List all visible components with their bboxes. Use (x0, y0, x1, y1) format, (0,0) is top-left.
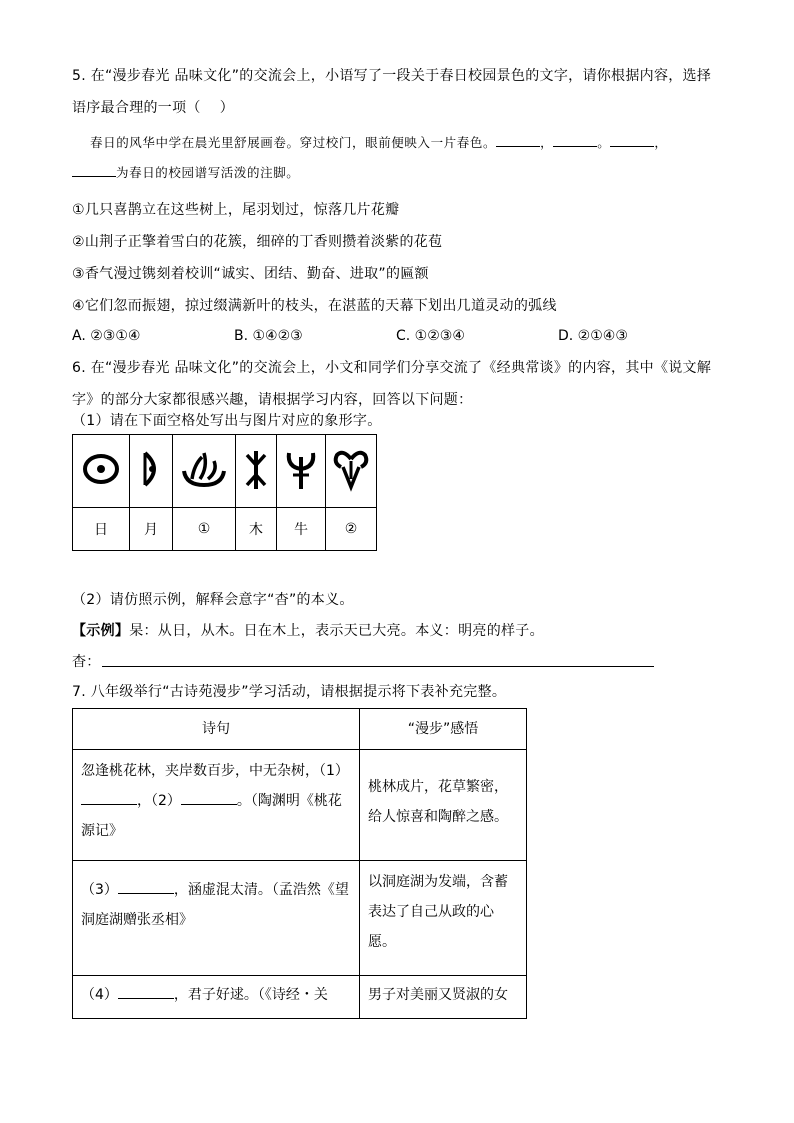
q5-item-4: ④它们忽而振翅，掠过缀满新叶的枝头，在湛蓝的天幕下划出几道灵动的弧线 (72, 298, 557, 314)
q6-stem-line2: 字》的部分大家都很感兴趣，请根据学习内容，回答以下问题： (72, 392, 473, 408)
poem-line (81, 786, 351, 816)
insight-line: 表达了自己从政的心 (368, 904, 494, 920)
poem-line: 忽逢桃花林，夹岸数百步，中无杂树，（1） (81, 763, 349, 779)
q5-option-c[interactable]: C. ①②③④ (396, 328, 465, 344)
answer-cell[interactable]: ② (326, 508, 377, 551)
char-cell: 牛 (277, 508, 326, 551)
insight-cell-3 (360, 976, 527, 1019)
poem-text: ，君子好逑。（《诗经・关 (173, 987, 328, 1003)
insight-line: 桃林成片，花草繁密， (368, 779, 508, 795)
punct: ， (654, 135, 668, 150)
answer-cell[interactable]: ① (173, 508, 236, 551)
q5-passage-text: 春日的风华中学在晨光里舒展画卷。穿过校门，眼前便映入一片春色。 (90, 135, 497, 150)
q7-blank-3[interactable] (118, 879, 174, 894)
q5-passage-line1 (90, 132, 667, 153)
q6-answer-line[interactable] (102, 666, 654, 667)
q5-item-3: ③香气漫过镌刻着校训“诚实、团结、勤奋、进取”的匾额 (72, 266, 429, 282)
insight-line: 愿。 (368, 934, 396, 950)
char-cell: 月 (130, 508, 173, 551)
char-cell: 木 (236, 508, 277, 551)
fire-pictograph-icon (178, 445, 230, 493)
q5-blank-1[interactable] (496, 132, 540, 147)
pictograph-cell (173, 435, 236, 508)
pictograph-cell (130, 435, 173, 508)
q6-example (72, 621, 544, 641)
example-tag: 【示例】 (72, 623, 130, 639)
poem-cell-3 (73, 976, 360, 1019)
q5-option-d[interactable]: D. ②①④③ (558, 328, 628, 344)
tree-pictograph-icon (241, 445, 271, 493)
poem-text: 。（陶渊明《桃花 (236, 793, 342, 809)
header-poem: 诗句 (73, 709, 360, 750)
poem-text: ，（2） (137, 793, 181, 809)
punct: 。 (597, 135, 611, 150)
insight-cell-2 (360, 861, 527, 976)
pictograph-cell (326, 435, 377, 508)
q7-blank-4[interactable] (118, 984, 174, 999)
q5-passage-tail: 为春日的校园谱写活泼的注脚。 (116, 165, 300, 180)
poem-line (81, 980, 351, 1010)
pictograph-cell (277, 435, 326, 508)
insight-cell-1 (360, 750, 527, 861)
q5-option-b[interactable]: B. ①④②③ (234, 328, 303, 344)
poem-cell-1 (73, 750, 360, 861)
sheep-pictograph-icon (329, 445, 373, 493)
q5-blank-2[interactable] (553, 132, 597, 147)
insight-line: 以洞庭湖为发端，含蓄 (368, 874, 508, 890)
q5-item-2: ②山荆子正擎着雪白的花簇，细碎的丁香则攒着淡紫的花苞 (72, 234, 443, 250)
q5-passage-line2 (72, 162, 299, 183)
sun-pictograph-icon (79, 447, 123, 491)
insight-line: 男子对美丽又贤淑的女 (368, 987, 508, 1003)
char-cell: 日 (73, 508, 130, 551)
header-insight: “漫步”感悟 (360, 709, 527, 750)
q5-stem-line1: 5. 在“漫步春光 品味文化”的交流会上，小语写了一段关于春日校园景色的文字，请你根据内容，选择 (72, 68, 712, 84)
poem-text: （4） (81, 987, 118, 1003)
q6-sub1: （1）请在下面空格处写出与图片对应的象形字。 (72, 413, 382, 429)
q5-blank-3[interactable] (610, 132, 654, 147)
poem-text: ，涵虚混太清。（孟浩然《望 (173, 882, 349, 898)
poem-line: 洞庭湖赠张丞相》 (81, 912, 193, 928)
q6-sub2: （2）请仿照示例，解释会意字“杳”的本义。 (72, 592, 354, 608)
ox-pictograph-icon (281, 445, 321, 493)
q5-option-a[interactable]: A. ②③①④ (72, 328, 141, 344)
q7-stem: 7. 八年级举行“古诗苑漫步”学习活动，请根据提示将下表补充完整。 (72, 684, 507, 700)
moon-pictograph-icon (133, 447, 169, 491)
example-text: 杲：从日，从木。日在木上，表示天已大亮。本义：明亮的样子。 (129, 623, 544, 639)
q7-blank-1[interactable] (81, 790, 137, 805)
poem-line (81, 875, 351, 905)
poem-cell-2 (73, 861, 360, 976)
poem-table (72, 708, 527, 1019)
pictograph-cell (236, 435, 277, 508)
q5-stem-line2: 语序最合理的一项（ ） (72, 100, 235, 116)
pictograph-cell (73, 435, 130, 508)
poem-text: （3） (81, 882, 118, 898)
poem-line: 源记》 (81, 823, 123, 839)
q6-stem-line1: 6. 在“漫步春光 品味文化”的交流会上，小文和同学们分享交流了《经典常谈》的内容，其中《说文解 (72, 360, 712, 376)
insight-line: 给人惊喜和陶醉之感。 (368, 809, 508, 825)
q6-answer-label: 杳： (72, 654, 101, 670)
pictograph-table (72, 434, 377, 551)
punct: ， (540, 135, 554, 150)
q5-item-1: ①几只喜鹊立在这些树上，尾羽划过，惊落几片花瓣 (72, 202, 400, 218)
q5-blank-4[interactable] (72, 162, 116, 177)
q7-blank-2[interactable] (181, 790, 237, 805)
